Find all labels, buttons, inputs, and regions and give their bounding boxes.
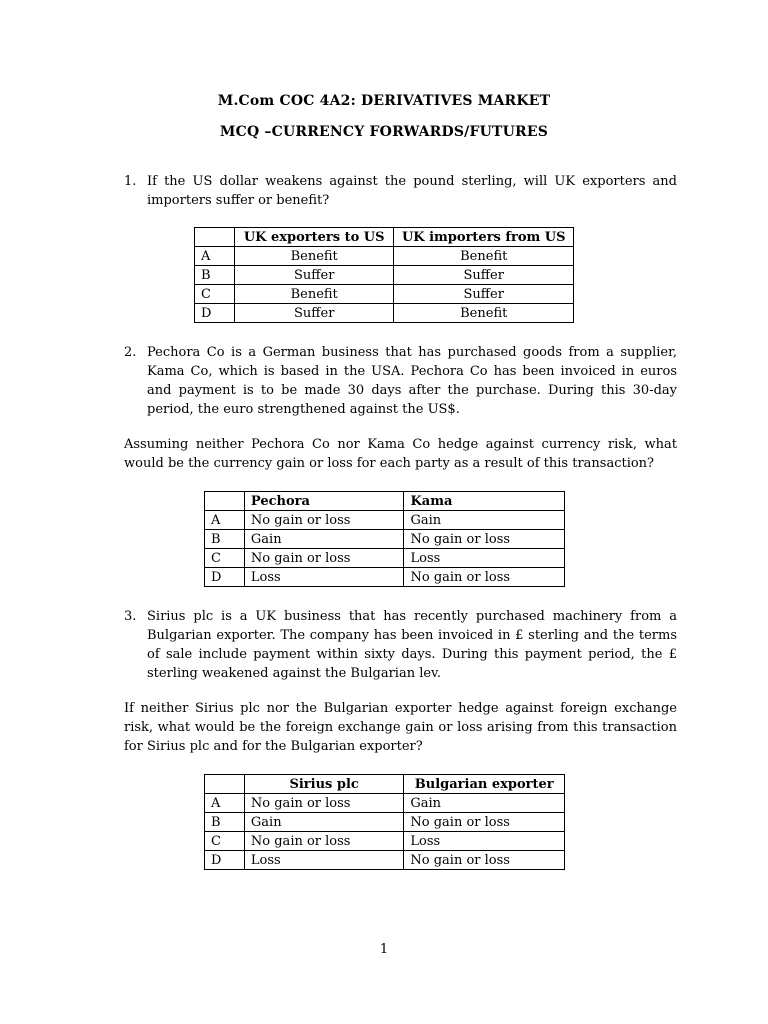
- document-subtitle: MCQ –CURRENCY FORWARDS/FUTURES: [219, 124, 549, 140]
- table-cell: Benefit: [234, 285, 394, 304]
- option-letter: D: [205, 851, 245, 870]
- table-row: [195, 247, 574, 266]
- table-row: [205, 832, 565, 851]
- table-cell: No gain or loss: [244, 549, 404, 568]
- table-header-cell: Kama: [404, 492, 565, 511]
- question-1: [124, 172, 677, 210]
- question-number: 3.: [124, 609, 137, 624]
- table-row: [205, 851, 565, 870]
- option-letter: B: [195, 266, 235, 285]
- option-letter: D: [195, 304, 235, 323]
- table-cell: No gain or loss: [244, 794, 403, 813]
- question-3-followup: If neither Sirius plc nor the Bulgarian exporter hedge against foreign exchange risk, what would be the foreign exchange gain or loss arising from this transaction for Sirius plc and for the Bulgarian exporter?: [124, 701, 677, 754]
- table-row: [195, 285, 574, 304]
- table-row: [195, 304, 574, 323]
- option-letter: C: [195, 285, 235, 304]
- table-header-cell: Sirius plc: [244, 775, 403, 794]
- table-cell: Gain: [244, 530, 404, 549]
- option-letter: A: [195, 247, 235, 266]
- table-cell: Loss: [404, 832, 565, 851]
- table-header-row: [205, 492, 565, 511]
- option-letter: C: [205, 549, 245, 568]
- table-cell: Benefit: [234, 247, 394, 266]
- table-cell: Gain: [404, 511, 565, 530]
- table-header-cell: Bulgarian exporter: [404, 775, 565, 794]
- table-cell: No gain or loss: [404, 813, 565, 832]
- table-cell: No gain or loss: [404, 530, 565, 549]
- option-letter: B: [205, 530, 245, 549]
- table-row: [205, 813, 565, 832]
- option-letter: A: [205, 511, 245, 530]
- table-cell: Gain: [244, 813, 403, 832]
- table-row: [205, 530, 565, 549]
- table-cell: Suffer: [234, 266, 394, 285]
- table-cell: No gain or loss: [404, 568, 565, 587]
- question-text: If the US dollar weakens against the pound sterling, will UK exporters and importers suffer or benefit?: [147, 174, 677, 208]
- question-text: Sirius plc is a UK business that has recently purchased machinery from a Bulgarian exporter. The company has been invoiced in £ sterling and the terms of sale include payment within sixty days. During this payment period, the £ sterling weakened against the Bulgarian lev.: [147, 609, 677, 681]
- table-cell: No gain or loss: [404, 851, 565, 870]
- table-row: [205, 568, 565, 587]
- option-letter: D: [205, 568, 245, 587]
- question-2: [124, 343, 677, 419]
- table-header-cell: [195, 228, 235, 247]
- table-row: [205, 511, 565, 530]
- table-header-cell: Pechora: [244, 492, 404, 511]
- table-header-row: [205, 775, 565, 794]
- table-row: [195, 266, 574, 285]
- table-header-cell: [205, 775, 245, 794]
- table-cell: No gain or loss: [244, 832, 403, 851]
- table-cell: Loss: [244, 851, 403, 870]
- table-row: [205, 549, 565, 568]
- table-cell: Suffer: [394, 285, 574, 304]
- table-header-row: [195, 228, 574, 247]
- answer-table-q3: [204, 774, 565, 870]
- page-number: 1: [379, 942, 389, 957]
- table-header-cell: UK exporters to US: [234, 228, 394, 247]
- table-cell: No gain or loss: [244, 511, 404, 530]
- table-header-cell: UK importers from US: [394, 228, 574, 247]
- table-cell: Loss: [404, 549, 565, 568]
- option-letter: C: [205, 832, 245, 851]
- table-cell: Benefit: [394, 247, 574, 266]
- option-letter: B: [205, 813, 245, 832]
- table-cell: Loss: [244, 568, 404, 587]
- question-3: [124, 607, 677, 683]
- answer-table-q2: [204, 491, 565, 587]
- question-2-followup: Assuming neither Pechora Co nor Kama Co hedge against currency risk, what would be the currency gain or loss for each party as a result of this transaction?: [124, 437, 677, 471]
- question-text: Pechora Co is a German business that has purchased goods from a supplier, Kama Co, which is based in the USA. Pechora Co has been invoiced in euros and payment is to be made 30 days after the purchase. During this 30-day period, the euro strengthened against the US$.: [147, 345, 677, 417]
- question-number: 1.: [124, 174, 137, 189]
- table-cell: Benefit: [394, 304, 574, 323]
- option-letter: A: [205, 794, 245, 813]
- table-cell: Gain: [404, 794, 565, 813]
- table-row: [205, 794, 565, 813]
- table-cell: Suffer: [234, 304, 394, 323]
- table-cell: Suffer: [394, 266, 574, 285]
- table-header-cell: [205, 492, 245, 511]
- question-number: 2.: [124, 345, 137, 360]
- document-title: M.Com COC 4A2: DERIVATIVES MARKET: [217, 93, 551, 109]
- answer-table-q1: [194, 227, 574, 323]
